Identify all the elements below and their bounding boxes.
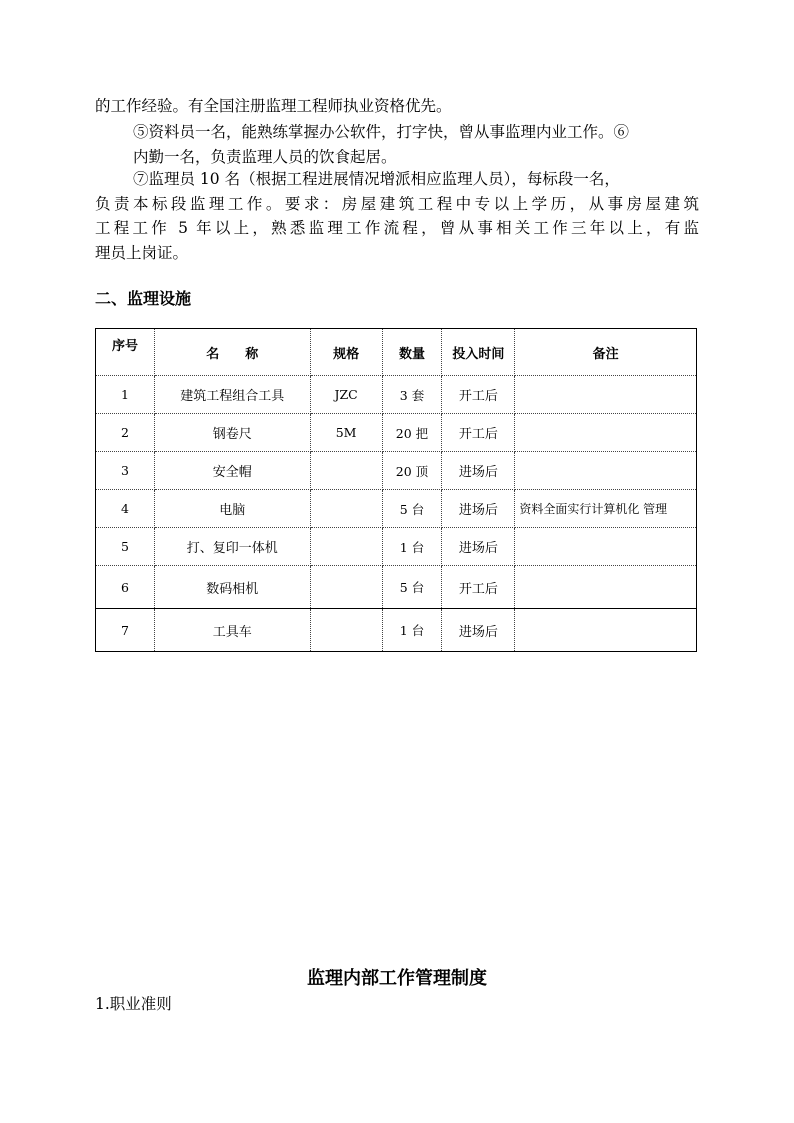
cell-name: 建筑工程组合工具 bbox=[154, 376, 310, 414]
cell-note bbox=[515, 414, 697, 452]
cell-name: 数码相机 bbox=[154, 566, 310, 609]
paragraph-line: 负责本标段监理工作。要求：房屋建筑工程中专以上学历，从事房屋建筑 bbox=[95, 195, 699, 213]
cell-no: 1 bbox=[96, 376, 155, 414]
cell-qty: 1 台 bbox=[382, 528, 442, 566]
paragraph-line: 理员上岗证。 bbox=[95, 244, 189, 262]
cell-qty: 5 台 bbox=[382, 566, 442, 609]
header-spec: 规格 bbox=[310, 329, 382, 376]
table-row bbox=[96, 609, 697, 652]
paragraph-line: 工程工作 5 年以上，熟悉监理工作流程，曾从事相关工作三年以上，有监 bbox=[95, 219, 699, 237]
header-qty: 数量 bbox=[382, 329, 442, 376]
paragraph-line: ⑤资料员一名，能熟练掌握办公软件，打字快，曾从事监理内业工作。⑥ bbox=[133, 123, 630, 141]
cell-name: 打、复印一体机 bbox=[154, 528, 310, 566]
table-row bbox=[96, 528, 697, 566]
table-row bbox=[96, 414, 697, 452]
table-header-row bbox=[96, 329, 697, 376]
cell-time: 进场后 bbox=[442, 609, 515, 652]
cell-no: 2 bbox=[96, 414, 155, 452]
header-name: 名 称 bbox=[154, 329, 310, 376]
cell-spec bbox=[310, 528, 382, 566]
paragraph-line: 的工作经验。有全国注册监理工程师执业资格优先。 bbox=[95, 97, 452, 115]
table-row bbox=[96, 566, 697, 609]
cell-spec bbox=[310, 452, 382, 490]
header-note: 备注 bbox=[515, 329, 697, 376]
cell-time: 开工后 bbox=[442, 376, 515, 414]
cell-spec bbox=[310, 490, 382, 528]
cell-note bbox=[515, 609, 697, 652]
table-row bbox=[96, 452, 697, 490]
cell-name: 安全帽 bbox=[154, 452, 310, 490]
cell-no: 5 bbox=[96, 528, 155, 566]
cell-no: 4 bbox=[96, 490, 155, 528]
table-row bbox=[96, 376, 697, 414]
header-time: 投入时间 bbox=[442, 329, 515, 376]
cell-qty: 20 顶 bbox=[382, 452, 442, 490]
cell-spec: JZC bbox=[310, 376, 382, 414]
cell-no: 7 bbox=[96, 609, 155, 652]
paragraph-line: 内勤一名，负责监理人员的饮食起居。 bbox=[133, 148, 397, 166]
cell-note bbox=[515, 528, 697, 566]
subsection-heading: 1.职业准则 bbox=[95, 995, 172, 1013]
facilities-table bbox=[95, 328, 697, 652]
cell-time: 进场后 bbox=[442, 490, 515, 528]
section-heading: 二、监理设施 bbox=[95, 289, 192, 308]
paragraph-line: ⑦监理员 10 名（根据工程进展情况增派相应监理人员），每标段一名， bbox=[133, 170, 620, 188]
cell-qty: 20 把 bbox=[382, 414, 442, 452]
cell-time: 进场后 bbox=[442, 528, 515, 566]
cell-note: 资料全面实行计算机化 管理 bbox=[515, 490, 697, 528]
cell-no: 6 bbox=[96, 566, 155, 609]
cell-qty: 1 台 bbox=[382, 609, 442, 652]
cell-name: 电脑 bbox=[154, 490, 310, 528]
cell-qty: 5 台 bbox=[382, 490, 442, 528]
cell-spec: 5M bbox=[310, 414, 382, 452]
cell-note bbox=[515, 376, 697, 414]
cell-note bbox=[515, 566, 697, 609]
cell-time: 开工后 bbox=[442, 414, 515, 452]
cell-name: 工具车 bbox=[154, 609, 310, 652]
header-no: 序号 bbox=[96, 329, 155, 376]
table-row bbox=[96, 490, 697, 528]
cell-spec bbox=[310, 609, 382, 652]
cell-name: 钢卷尺 bbox=[154, 414, 310, 452]
cell-time: 进场后 bbox=[442, 452, 515, 490]
cell-time: 开工后 bbox=[442, 566, 515, 609]
cell-no: 3 bbox=[96, 452, 155, 490]
document-title: 监理内部工作管理制度 bbox=[307, 968, 487, 989]
cell-note bbox=[515, 452, 697, 490]
cell-qty: 3 套 bbox=[382, 376, 442, 414]
cell-spec bbox=[310, 566, 382, 609]
